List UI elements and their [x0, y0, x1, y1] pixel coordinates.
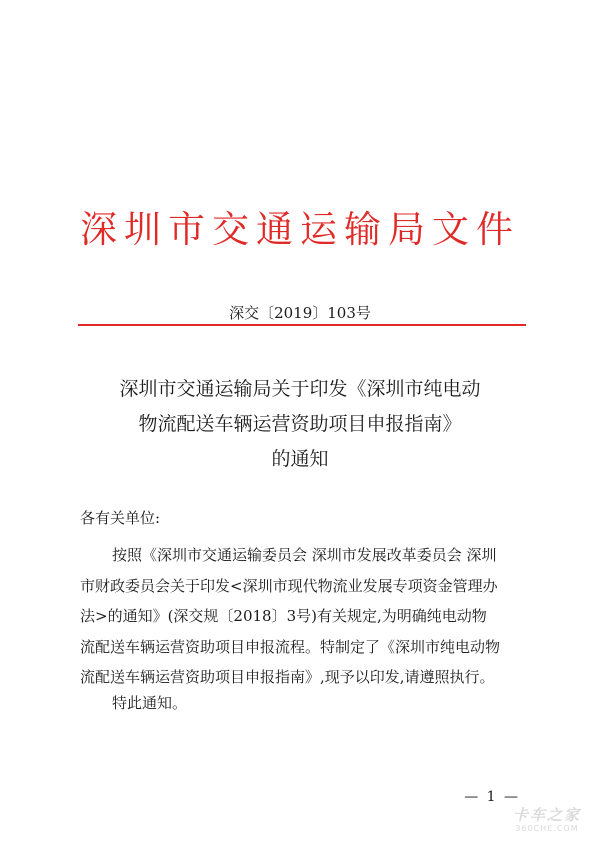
site-watermark — [502, 806, 592, 836]
red-divider-line — [78, 324, 526, 326]
body-line: 流配送车辆运营资助项目申报指南》,现予以印发,请遵照执行。 — [80, 668, 495, 686]
body-line: 市财政委员会关于印发<深圳市现代物流业发展专项资金管理办 — [80, 576, 498, 595]
title-line: 深圳市交通运输局关于印发《深圳市纯电动 — [119, 378, 481, 400]
salutation: 各有关单位: — [80, 509, 161, 527]
issuer-header: 深圳市交通运输局文件 — [80, 208, 520, 251]
body-paragraph — [80, 540, 528, 693]
title-line: 物流配送车辆运营资助项目申报指南》 — [138, 413, 462, 435]
body-line: 按照《深圳市交通运输委员会 深圳市发展改革委员会 深圳 — [112, 546, 497, 564]
closing-line: 特此通知。 — [112, 694, 188, 712]
body-line: 流配送车辆运营资助项目申报流程。特制定了《深圳市纯电动物 — [80, 637, 501, 656]
page-number: — 1 — — [464, 789, 520, 805]
watermark-url: 360CHE.COM — [515, 824, 579, 833]
watermark-logo-text: 卡车之家 — [512, 806, 581, 824]
title-line: 的通知 — [271, 448, 329, 470]
document-number: 深交〔2019〕103号 — [229, 304, 371, 322]
body-line: 法>的通知》(深交规〔2018〕3号)有关规定,为明确纯电动物 — [80, 607, 487, 625]
document-title — [0, 372, 600, 477]
